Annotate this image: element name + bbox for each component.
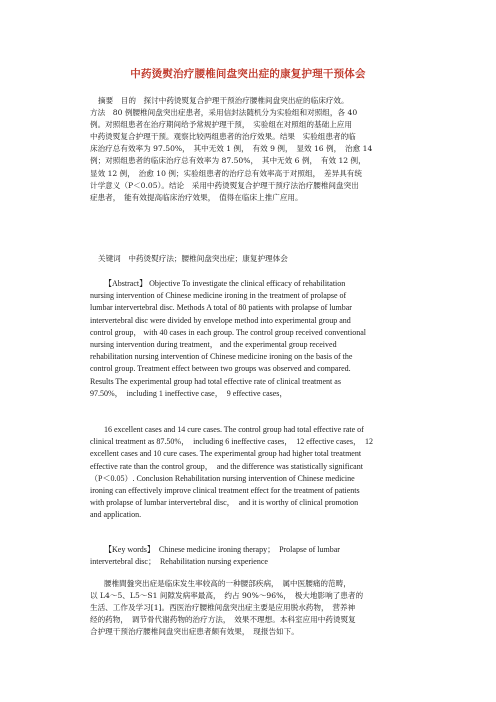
abstract-cn-line: 显效 12 例， 治愈 10 例；实验组患者的治疗总有效率高于对照组， 差异具有统 <box>90 168 362 178</box>
body-line: 以 L4～5、L5～S1 间隙发病率最高， 约占 90%～96%， 极大地影响了患者的 <box>90 591 364 601</box>
body-text <box>90 578 407 638</box>
abstract-en-line: and application. <box>90 510 142 520</box>
abstract-en-line: control group. Treatment effect between two groups was observed and compared. <box>90 364 351 374</box>
abstract-en-line: lumbar intervertebral disc. Methods A total of 80 patients with prolapse of lumbar <box>90 303 352 313</box>
abstract-cn-line: 方法 80 例腰椎间盘突出症患者，采用信封法随机分为实验组和对照组，各 40 <box>90 108 358 118</box>
abstract-en-line: ironing can effectively improve clinical treatment effect for the treatment of patients <box>90 486 360 496</box>
abstract-en-line: clinical treatment as 87.50%， including 6 ineffective cases， 12 effective cases， 12 <box>90 437 373 447</box>
abstract-cn-line: 计学意义（P＜0.05）。结论 采用中药烫熨复合护理干预疗法治疗腰椎间盘突出 <box>90 180 359 190</box>
abstract-en-line: Results The experimental group had total effective rate of clinical treatment as <box>90 376 341 386</box>
abstract-cn-line: 例。对照组患者在治疗期间给予常规护理干预， 实验组在对照组的基础上应用 <box>90 120 352 130</box>
abstract-en-line: intervertebral disc were divided by envelope method into experimental group and <box>90 315 351 325</box>
abstract-en-line: effective rate than the control group， and the difference was statistically significant <box>90 461 363 471</box>
abstract-cn-line: 摘要 目的 探讨中药烫熨复合护理干预治疗腰椎间盘突出症的临床疗效。 <box>98 96 349 105</box>
abstract-en-line: nursing intervention of Chinese medicine ironing in the treatment of prolapse of <box>90 291 347 301</box>
keywords-en-line: intervertebral disc； Rehabilitation nursing experience <box>90 557 268 567</box>
abstract-en-line: control group， with 40 cases in each group. The control group received conventional <box>90 327 366 337</box>
body-line: 经的药物， 调节骨代谢药物的治疗方法， 效果不理想。本科室应用中药烫熨复 <box>90 615 356 625</box>
abstract-en-line: 97.50%， including 1 ineffective case， 9 effective cases， <box>90 388 288 398</box>
abstract-cn-line: 症患者， 能有效提高临床治疗效果， 值得在临床上推广应用。 <box>90 192 303 202</box>
abstract-en-line: with prolapse of lumbar intervertebral disc， and it is worthy of clinical promotion <box>90 498 359 508</box>
abstract-cn <box>90 95 407 204</box>
keywords-en <box>90 544 407 568</box>
abstract-cn-line: 例；对照组患者的临床治疗总有效率为 87.50%， 其中无效 6 例， 有效 12 例， <box>90 156 366 166</box>
keywords-cn-line: 关键词 中药烫熨疗法；腰椎间盘突出症；康复护理体会 <box>98 254 288 263</box>
abstract-en-line: 16 excellent cases and 14 cure cases. The control group had total effective rate of <box>104 425 364 434</box>
keywords-en-line: 【Key words】 Chinese medicine ironing therapy； Prolapse of lumbar <box>104 545 340 554</box>
abstract-en-line: rehabilitation nursing intervention of Chinese medicine ironing on the basis of the <box>90 352 353 362</box>
body-line: 腰椎間盤突出症是临床发生率较高的一种腰部疾病， 属中医腰痛的范畴， <box>104 579 351 588</box>
body-line: 合护理干预治疗腰椎间盘突出症患者颇有效果， 现报告如下。 <box>90 627 299 637</box>
abstract-en-line: 【Abstract】 Objective To investigate the clinical efficacy of rehabilitation <box>104 279 346 288</box>
abstract-cn-line: 中药烫熨复合护理干预。观察比较两组患者的治疗效果。结果 实验组患者的临 <box>90 132 356 142</box>
abstract-en-line: nursing intervention during treatment， and the experimental group received <box>90 340 337 350</box>
abstract-en-line: （P＜0.05）. Conclusion Rehabilitation nursing intervention of Chinese medicine <box>90 473 355 483</box>
abstract-en-line: excellent cases and 10 cure cases. The experimental group had higher total treatment <box>90 449 362 459</box>
abstract-en <box>90 278 407 400</box>
paper-title: 中药烫熨治疗腰椎间盘突出症的康复护理干预体会 <box>130 68 366 80</box>
abstract-cn-line: 床治疗总有效率为 97.50%， 其中无效 1 例， 有效 9 例， 显效 16 例， 治愈 14 <box>90 144 373 154</box>
body-line: 生活、工作及学习[1]。西医治疗腰椎间盘突出症主要是应用脱水药物， 营养神 <box>90 603 356 613</box>
abstract-en-continued <box>90 424 407 522</box>
keywords-cn <box>90 253 407 265</box>
